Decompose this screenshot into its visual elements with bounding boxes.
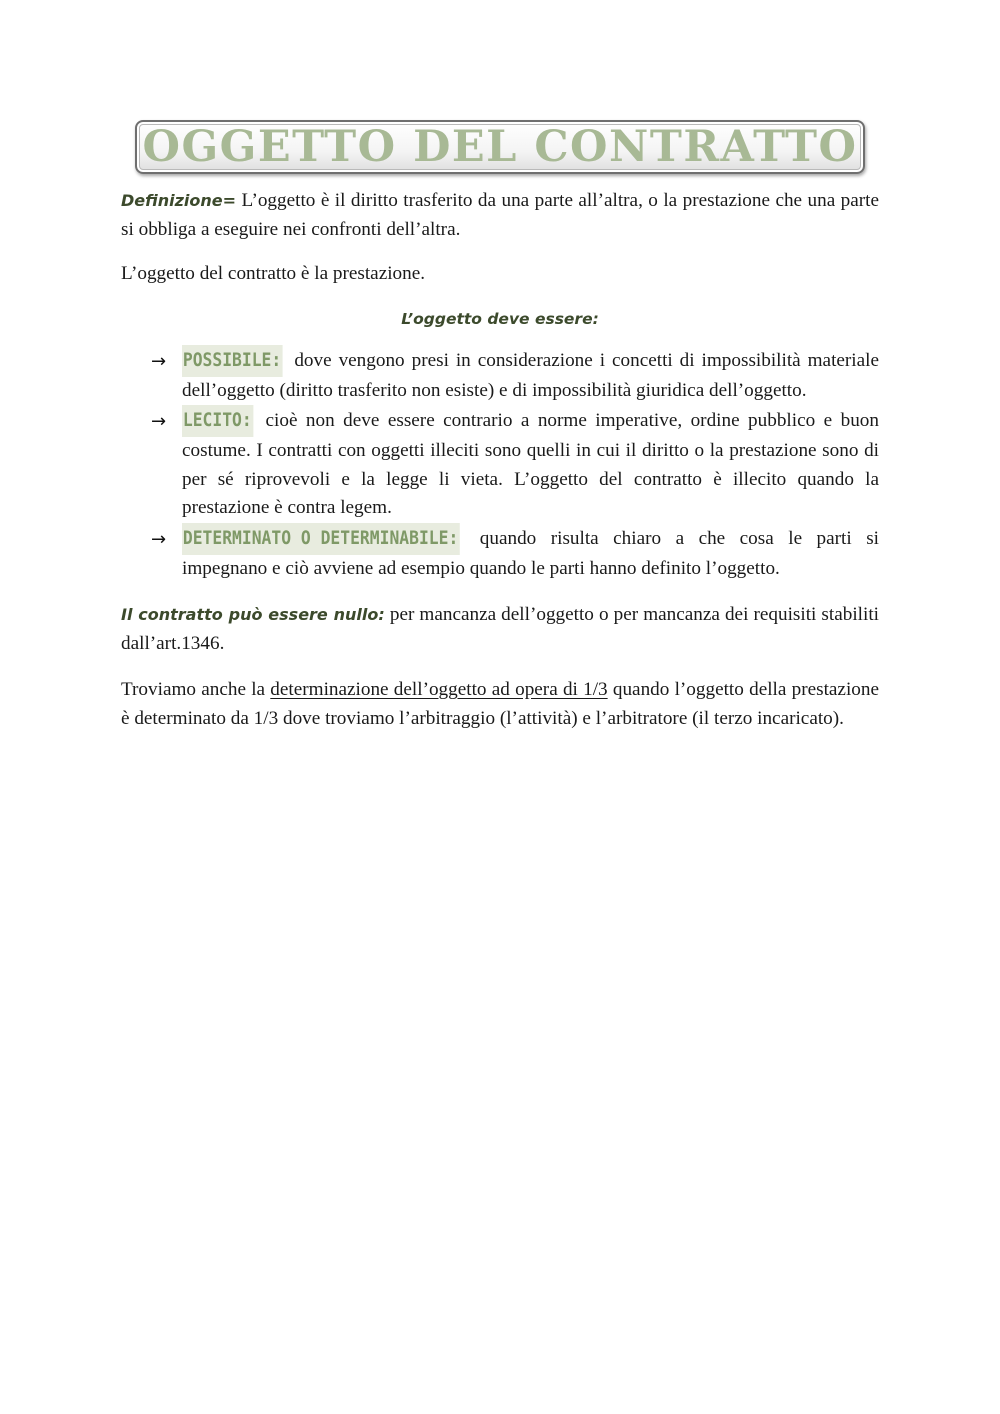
- requirement-text: cioè non deve essere contrario a norme imperative, ordine pubblico e buon costume. I contratti con oggetti illeciti sono quelli in cui il diritto o la prestazione sono di per sé riprovevoli e la legge li vieta. L’oggetto del contratto è illecito quando la prestazione è contra legem.: [182, 410, 879, 518]
- list-item: [121, 405, 879, 523]
- definition-label: Definizione=: [121, 191, 237, 210]
- requirement-tag: POSSIBILE:: [182, 345, 283, 377]
- page-title: OGGETTO DEL CONTRATTO: [142, 121, 858, 172]
- list-item: [121, 523, 879, 584]
- right-arrow-icon: →: [151, 350, 167, 372]
- title-banner: [135, 120, 865, 174]
- third-party-text-after: quando l’oggetto della prestazione è determinato da 1/3 dove troviamo l’arbitraggio (l’attività) e l’arbitratore (il terzo incaricato).: [121, 679, 879, 729]
- document-page: [121, 120, 879, 733]
- requirement-text: quando risulta chiaro a che cosa le parti si impegnano e ciò avviene ad esempio quando le parti hanno definito l’oggetto.: [182, 527, 879, 579]
- list-item: [121, 345, 879, 406]
- nullity-label: Il contratto può essere nullo:: [121, 605, 385, 624]
- requirement-text: dove vengono presi in considerazione i concetti di impossibilità materiale dell’oggetto (diritto trasferito non esiste) e di impossibilità giuridica dell’oggetto.: [182, 349, 879, 401]
- nullity-text: per mancanza dell’oggetto o per mancanza dei requisiti stabiliti dall’art.1346.: [121, 604, 879, 654]
- right-arrow-icon: →: [151, 411, 167, 432]
- requirement-tag: LECITO:: [182, 405, 253, 437]
- nullity-paragraph: [121, 601, 879, 658]
- third-party-text-before: Troviamo anche la: [121, 679, 271, 700]
- third-party-paragraph: [121, 676, 879, 733]
- statement-paragraph: L’oggetto del contratto è la prestazione.: [121, 263, 426, 284]
- third-party-underlined-text: determinazione dell’oggetto ad opera di 1/3: [270, 679, 608, 700]
- requirement-tag: DETERMINATO O DETERMINABILE:: [182, 523, 460, 555]
- definition-paragraph: [121, 187, 879, 244]
- requirements-heading: L’oggetto deve essere:: [401, 309, 599, 328]
- definition-text: L’oggetto è il diritto trasferito da una parte all’altra, o la prestazione che una parte si obbliga a eseguire nei confronti dell’altra.: [121, 190, 879, 240]
- requirements-list: [121, 345, 879, 584]
- right-arrow-icon: →: [151, 528, 167, 550]
